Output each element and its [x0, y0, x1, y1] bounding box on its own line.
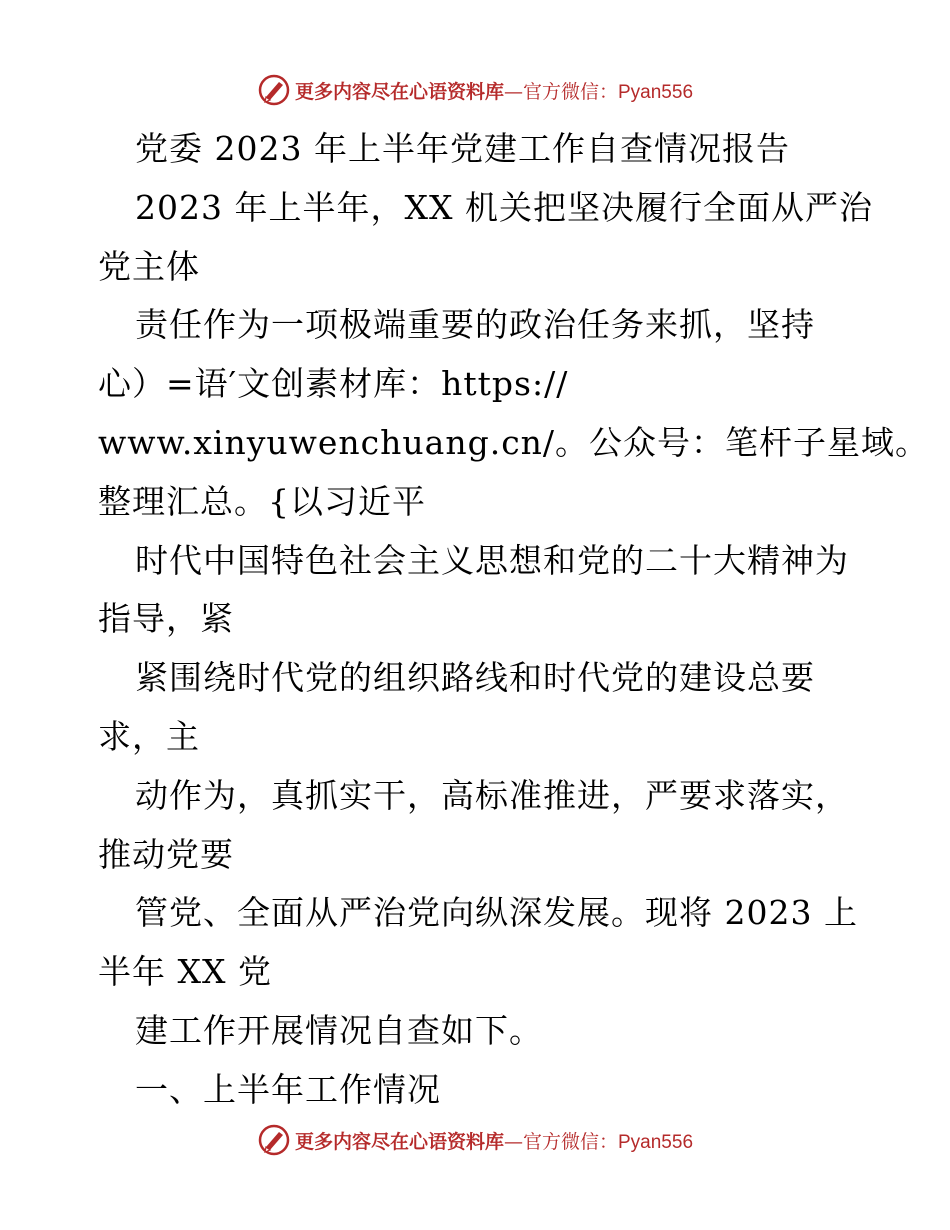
banner-dash: — [503, 80, 523, 103]
document-title: 党委 2023 年上半年党建工作自查情况报告 [135, 129, 790, 168]
banner-title: 更多内容尽在心语资料库 [294, 80, 504, 103]
pen-logo-icon [257, 73, 291, 107]
banner-wechat-id: Pyan556 [618, 81, 694, 103]
banner-wechat-label: 官方微信： [522, 1130, 618, 1153]
paragraph-line: 推动党要 [98, 834, 234, 874]
paragraph-line: 整理汇总。{以习近平 [98, 481, 426, 521]
document-body [98, 120, 930, 1120]
paragraph-line: 指导，紧 [98, 599, 234, 639]
banner-wechat-id: Pyan556 [618, 1131, 694, 1153]
banner-title: 更多内容尽在心语资料库 [294, 1130, 504, 1153]
section-heading: 一、上半年工作情况 [135, 1069, 441, 1109]
banner-dash: — [503, 1130, 523, 1153]
paragraph-line: 心）=语′文创素材库：https:// [98, 364, 569, 404]
paragraph-line: 求，主 [98, 716, 200, 756]
paragraph-line: 半年 XX 党 [98, 952, 272, 992]
banner-wechat-label: 官方微信： [522, 80, 618, 103]
paragraph-line: 责任作为一项极端重要的政治任务来抓，坚持 [135, 305, 815, 345]
paragraph-line: 建工作开展情况自查如下。 [135, 1010, 543, 1050]
pen-logo-icon [257, 1123, 291, 1157]
paragraph-line: 时代中国特色社会主义思想和党的二十大精神为 [135, 540, 849, 580]
header-banner [0, 70, 950, 110]
paragraph-line: 紧围绕时代党的组织路线和时代党的建设总要 [135, 658, 815, 698]
paragraph-line: 管党、全面从严治党向纵深发展。现将 2023 上 [135, 893, 858, 933]
footer-banner [0, 1120, 950, 1160]
paragraph-line: www.xinyuwenchuang.cn/。公众号：笔杆子星域。 [98, 422, 930, 462]
paragraph-line: 2023 年上半年，XX 机关把坚决履行全面从严治 [135, 187, 873, 227]
paragraph-line: 党主体 [98, 246, 200, 286]
paragraph-line: 动作为，真抓实干，高标准推进，严要求落实， [135, 775, 849, 815]
